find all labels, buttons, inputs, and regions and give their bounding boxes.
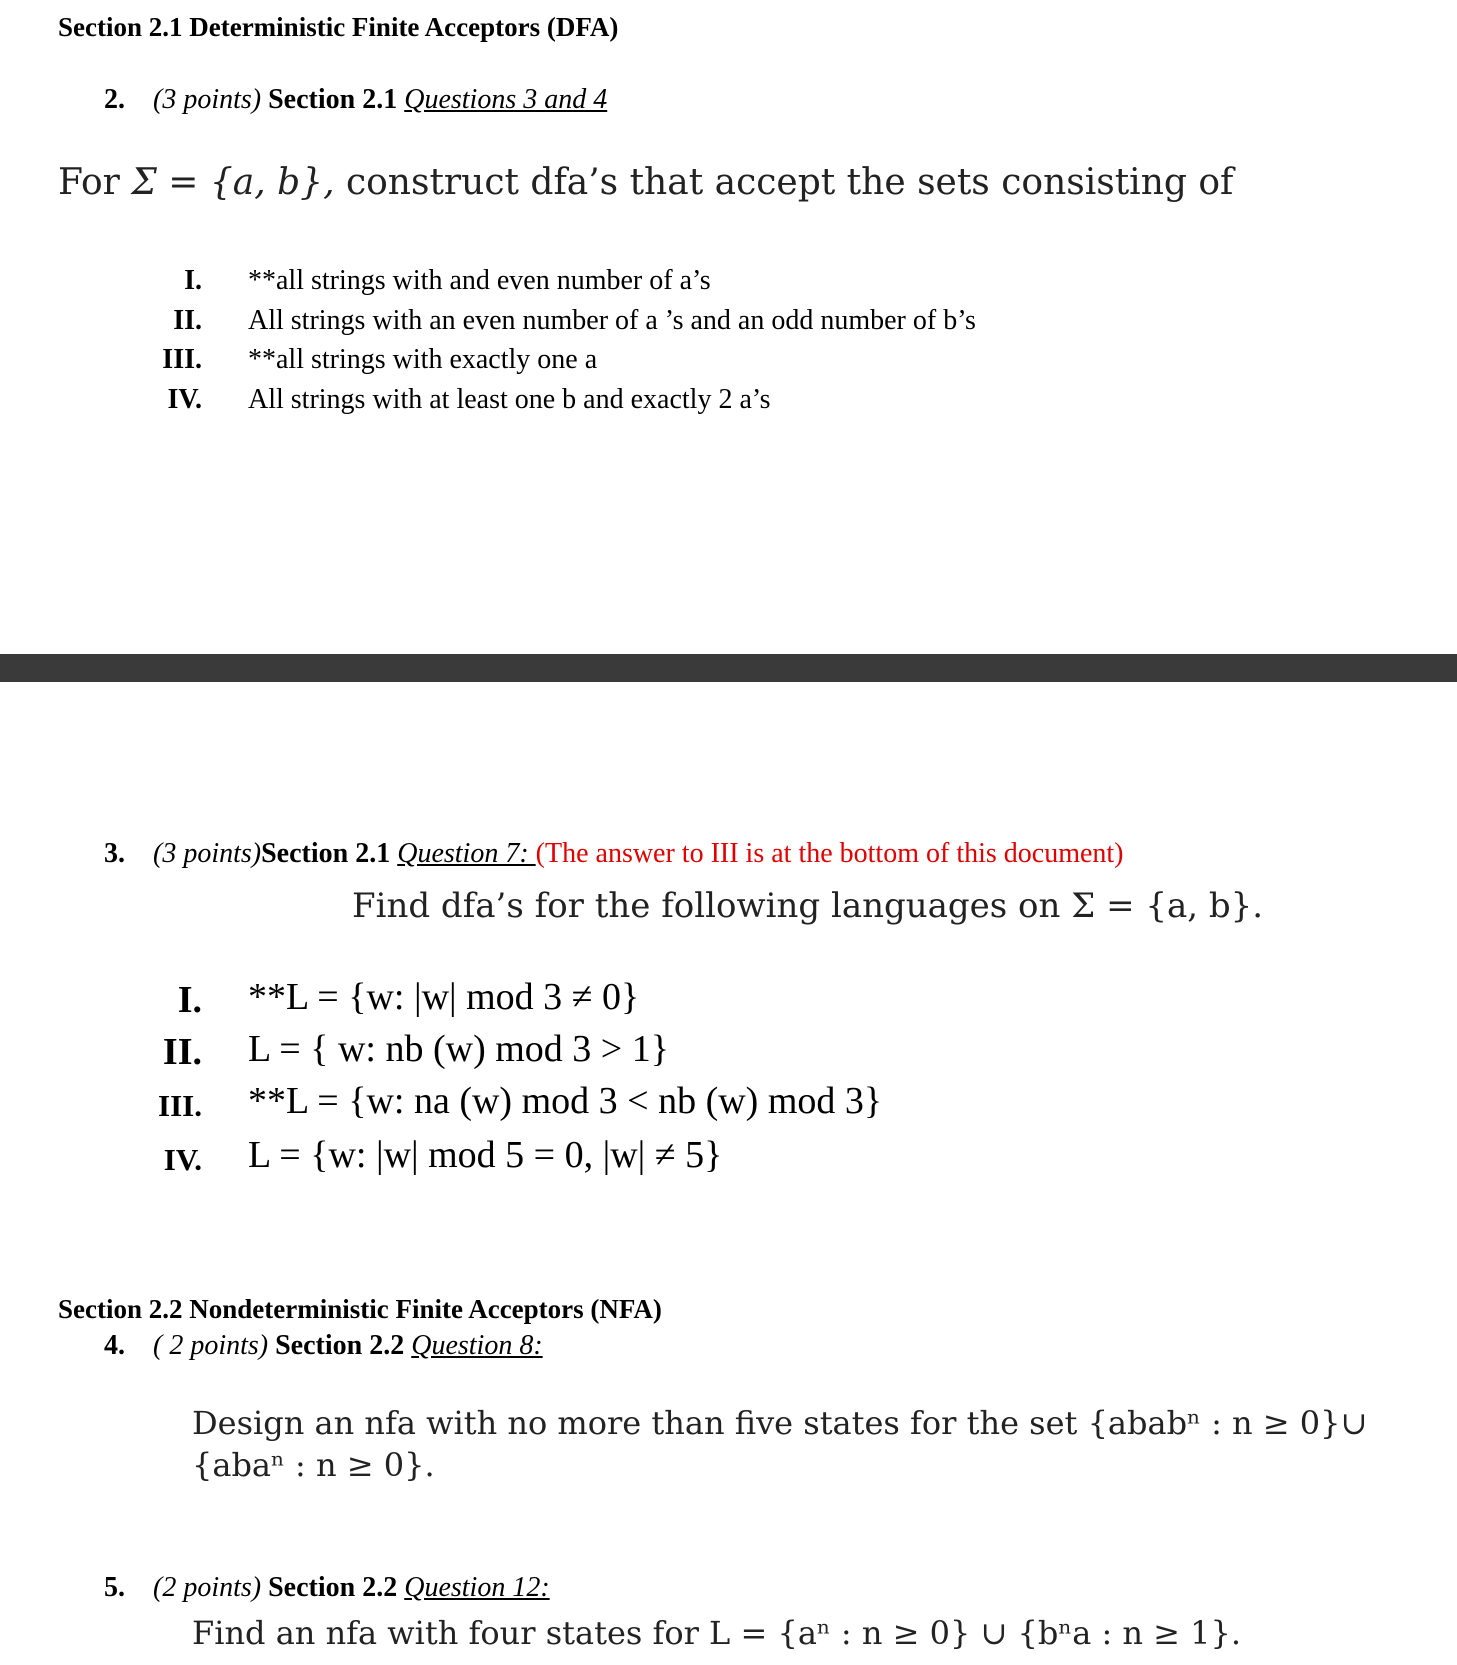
question-2-prompt xyxy=(58,162,1233,203)
question-3-item-roman: I. xyxy=(177,979,202,1021)
question-3-prompt: Find dfa’s for the following languages on Σ = {a, b}. xyxy=(352,886,1264,926)
question-5-header xyxy=(104,1572,550,1604)
question-3-item-text: L = {w: |w| mod 5 = 0, |w| ≠ 5} xyxy=(248,1134,723,1176)
question-2-section: Section 2.1 xyxy=(268,84,398,115)
question-5-points: (2 points) xyxy=(153,1572,262,1603)
question-2-item-text: All strings with at least one b and exactly 2 a’s xyxy=(248,384,771,415)
question-5-prompt: Find an nfa with four states for L = {aⁿ : n ≥ 0} ∪ {bⁿa : n ≥ 1}. xyxy=(192,1614,1242,1652)
question-2-number: 2. xyxy=(104,84,125,115)
question-3-item-roman: III. xyxy=(158,1088,202,1123)
section-2-1-title: Section 2.1 Deterministic Finite Acceptors (DFA) xyxy=(58,12,619,42)
question-3-item-roman: IV. xyxy=(163,1142,202,1177)
question-4-prompt-line-1: Design an nfa with no more than five states for the set {ababⁿ : n ≥ 0}∪ xyxy=(192,1404,1368,1442)
question-4-link[interactable]: Question 8: xyxy=(411,1330,543,1361)
question-2-item-text: **all strings with exactly one a xyxy=(248,344,598,375)
question-5-section: Section 2.2 xyxy=(268,1572,398,1603)
question-2-header xyxy=(104,84,607,116)
question-2-item-roman: I. xyxy=(184,265,202,296)
question-5-link[interactable]: Question 12: xyxy=(404,1572,550,1603)
question-2-prompt-prefix: For xyxy=(58,162,120,203)
question-4-header xyxy=(104,1330,543,1362)
question-2-link[interactable]: Questions 3 and 4 xyxy=(404,84,608,115)
question-4-number: 4. xyxy=(104,1330,125,1361)
question-3-header xyxy=(104,838,1124,870)
question-2-prompt-math: Σ = {a, b}, xyxy=(131,162,335,203)
question-3-link[interactable]: Question 7: xyxy=(397,838,536,869)
section-2-2-title: Section 2.2 Nondeterministic Finite Acceptors (NFA) xyxy=(58,1294,662,1324)
question-3-note: (The answer to III is at the bottom of this document) xyxy=(535,838,1124,869)
question-4-prompt-line-2: {abaⁿ : n ≥ 0}. xyxy=(192,1446,435,1484)
question-5-number: 5. xyxy=(104,1572,125,1603)
question-3-section: Section 2.1 xyxy=(261,838,391,869)
question-3-points: (3 points) xyxy=(153,838,262,869)
question-2-item-roman: II. xyxy=(173,305,202,336)
question-4-points: ( 2 points) xyxy=(153,1330,269,1361)
question-2-prompt-suffix: construct dfa’s that accept the sets consisting of xyxy=(345,162,1234,203)
question-2-item-roman: IV. xyxy=(167,384,202,415)
page-divider xyxy=(0,654,1457,682)
question-2-item-roman: III. xyxy=(162,344,202,375)
question-3-item-text: **L = {w: na (w) mod 3 < nb (w) mod 3} xyxy=(248,1080,883,1122)
question-3-item-text: L = { w: nb (w) mod 3 > 1} xyxy=(248,1028,669,1070)
question-2-item-text: **all strings with and even number of a’s xyxy=(248,265,711,296)
question-3-item-roman: II. xyxy=(162,1031,202,1073)
question-2-points: (3 points) xyxy=(153,84,262,115)
question-3-number: 3. xyxy=(104,838,125,869)
question-4-section: Section 2.2 xyxy=(275,1330,405,1361)
question-2-item-text: All strings with an even number of a ’s and an odd number of b’s xyxy=(248,305,976,336)
question-3-item-text: **L = {w: |w| mod 3 ≠ 0} xyxy=(248,976,640,1018)
